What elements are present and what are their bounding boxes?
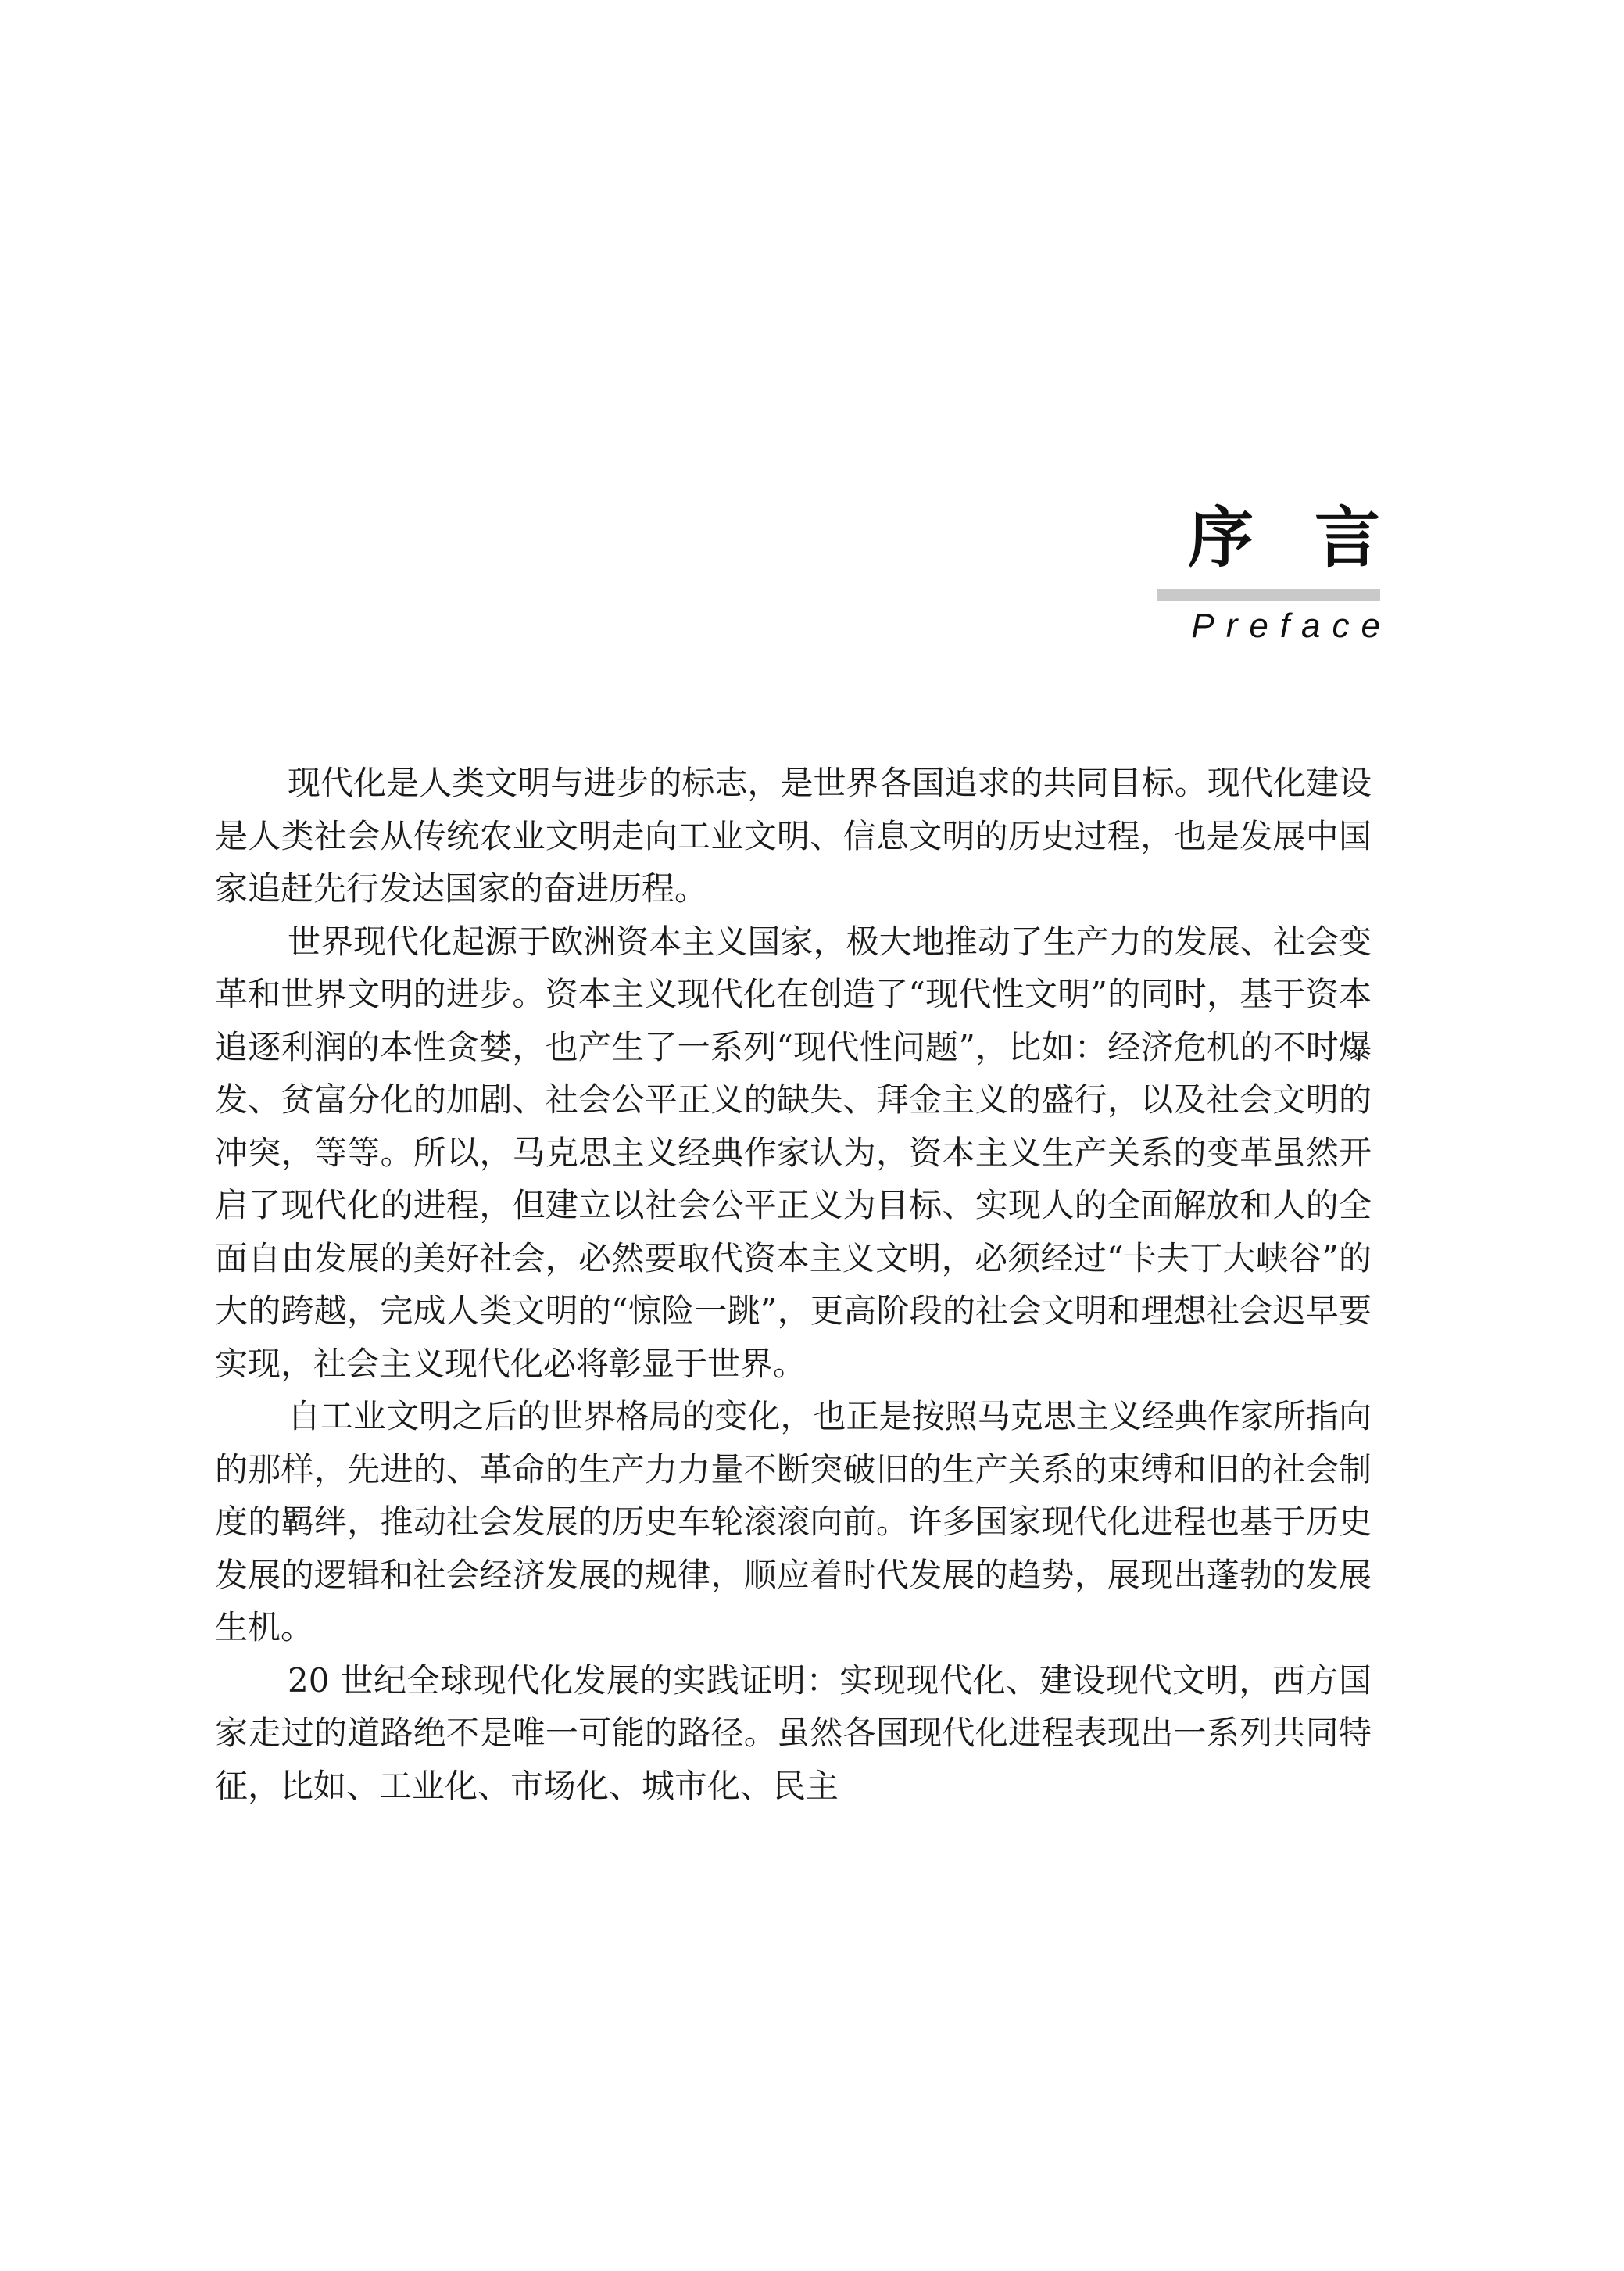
paragraph: 世界现代化起源于欧洲资本主义国家，极大地推动了生产力的发展、社会变革和世界文明的进步。资本主义现代化在创造了“现代性文明”的同时，基于资本追逐利润的本性贪婪，也产生了一系列“现代性问题”，比如：经济危机的不时爆发、贫富分化的加剧、社会公平正义的缺失、拜金主义的盛行，以及社会文明的冲突，等等。所以，马克思主义经典作家认为，资本主义生产关系的变革虽然开启了现代化的进程，但建立以社会公平正义为目标、实现人的全面解放和人的全面自由发展的美好社会，必然要取代资本主义文明，必须经过“卡夫丁大峡谷”的大的跨越，完成人类文明的“惊险一跳”，更高阶段的社会文明和理想社会迟早要实现，社会主义现代化必将彰显于世界。: [215, 922, 1372, 1383]
paragraph: 自工业文明之后的世界格局的变化，也正是按照马克思主义经典作家所指向的那样，先进的、革命的生产力力量不断突破旧的生产关系的束缚和旧的社会制度的羁绊，推动社会发展的历史车轮滚滚向前。许多国家现代化进程也基于历史发展的逻辑和社会经济发展的规律，顺应着时代发展的趋势，展现出蓬勃的发展生机。: [215, 1397, 1372, 1646]
chapter-heading: [1146, 499, 1441, 648]
chapter-subtitle: Preface: [1191, 607, 1392, 645]
paragraph: 20 世纪全球现代化发展的实践证明：实现现代化、建设现代文明，西方国家走过的道路绝不是唯一可能的路径。虽然各国现代化进程表现出一系列共同特征，比如、工业化、市场化、城市化、民主: [215, 1660, 1372, 1805]
body-text: [215, 757, 1372, 1812]
chapter-title: 序言: [1187, 499, 1441, 576]
paragraph: 现代化是人类文明与进步的标志，是世界各国追求的共同目标。现代化建设是人类社会从传统农业文明走向工业文明、信息文明的历史过程，也是发展中国家追赶先行发达国家的奋进历程。: [215, 764, 1372, 908]
title-underline: [1157, 589, 1380, 601]
